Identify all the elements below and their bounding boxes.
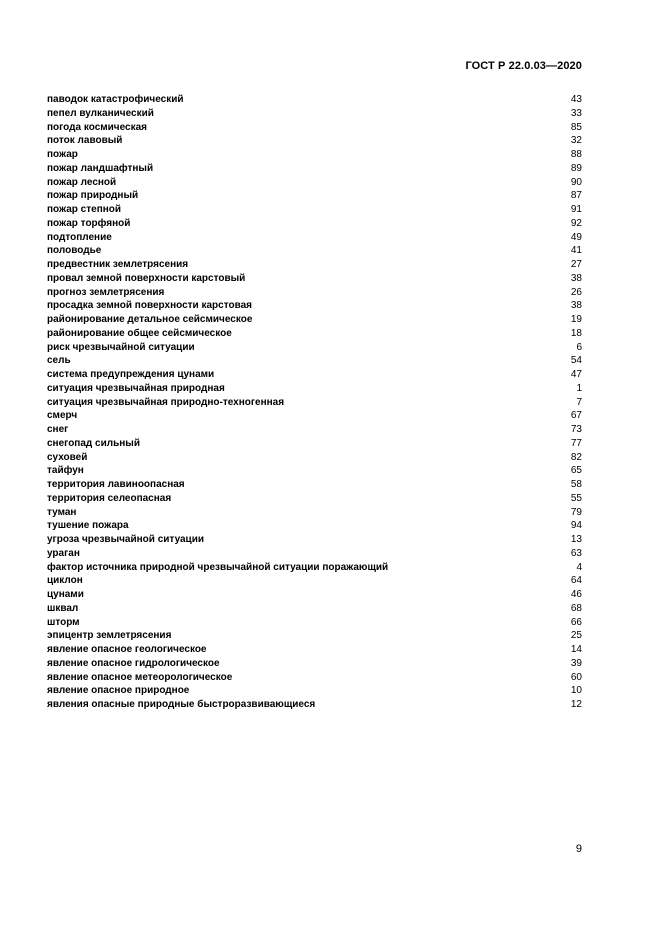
index-page-ref: 92 — [570, 217, 582, 229]
index-page-ref: 25 — [570, 630, 582, 642]
index-term: пожар природный — [47, 190, 139, 202]
index-term: пожар степной — [47, 204, 122, 215]
index-page-ref: 67 — [570, 410, 582, 422]
index-term: поток лавовый — [47, 135, 123, 147]
index-entry — [47, 368, 582, 382]
index-page-ref: 7 — [576, 396, 582, 408]
index-page-ref: 1 — [576, 382, 582, 394]
index-entry — [47, 643, 582, 657]
index-entry — [47, 464, 582, 478]
index-entry — [47, 451, 582, 465]
index-page-ref: 82 — [570, 451, 582, 463]
index-entry — [47, 148, 582, 162]
index-page-ref: 10 — [570, 685, 582, 697]
index-entry — [47, 492, 582, 506]
index-entry — [47, 657, 582, 671]
index-term: явление опасное гидрологическое — [47, 657, 220, 669]
index-term: тушение пожара — [47, 520, 129, 532]
index-entry — [47, 547, 582, 561]
index-entry — [47, 176, 582, 190]
index-term: просадка земной поверхности карстовая — [47, 300, 252, 312]
index-entry — [47, 616, 582, 630]
index-entry — [47, 478, 582, 492]
index-entry — [47, 231, 582, 245]
index-page-ref: 58 — [570, 479, 582, 490]
index-page-ref: 18 — [570, 327, 582, 339]
index-term: явление опасное природное — [47, 685, 190, 697]
index-entry — [47, 121, 582, 135]
index-page-ref: 12 — [570, 699, 582, 710]
index-term: система предупреждения цунами — [47, 369, 215, 380]
index-entry — [47, 396, 582, 410]
index-entry — [47, 203, 582, 217]
index-term: предвестник землетрясения — [47, 259, 189, 270]
index-term: подтопление — [47, 231, 112, 243]
index-term: половодье — [47, 245, 102, 257]
index-term: пожар ландшафтный — [47, 162, 154, 174]
index-page-ref: 6 — [576, 341, 582, 353]
document-header: ГОСТ Р 22.0.03—2020 — [465, 60, 582, 72]
index-term: эпицентр землетрясения — [47, 630, 172, 642]
index-term: ситуация чрезвычайная природно-техногенная — [47, 396, 285, 408]
index-term: тайфун — [47, 465, 84, 477]
index-entry — [47, 93, 582, 107]
index-entry — [47, 286, 582, 300]
index-page-ref: 38 — [570, 300, 582, 312]
index-term: пожар лесной — [47, 176, 117, 188]
index-term: явление опасное геологическое — [47, 644, 207, 655]
index-page-ref: 14 — [570, 644, 582, 655]
index-page-ref: 85 — [570, 121, 582, 133]
index-entry — [47, 409, 582, 423]
index-entry — [47, 341, 582, 355]
index-entry — [47, 602, 582, 616]
index-entry — [47, 506, 582, 520]
index-term: паводок катастрофический — [47, 94, 184, 105]
index-entry — [47, 684, 582, 698]
index-entry — [47, 107, 582, 121]
index-entry — [47, 258, 582, 272]
index-entry — [47, 354, 582, 368]
index-page-ref: 64 — [570, 575, 582, 587]
index-page-ref: 43 — [570, 94, 582, 105]
index-entry — [47, 561, 582, 575]
index-term: снегопад сильный — [47, 437, 140, 449]
index-term: пожар торфяной — [47, 217, 131, 229]
index-term: снег — [47, 424, 69, 435]
index-page-ref: 68 — [570, 602, 582, 614]
index-page-ref: 60 — [570, 671, 582, 683]
index-term: смерч — [47, 410, 78, 422]
index-entry — [47, 327, 582, 341]
index-page-ref: 87 — [570, 190, 582, 202]
index-page-ref: 94 — [570, 520, 582, 532]
index-term: территория лавиноопасная — [47, 479, 185, 490]
index-entry — [47, 217, 582, 231]
index-term: территория селеопасная — [47, 492, 172, 504]
index-entry — [47, 134, 582, 148]
index-term: пепел вулканический — [47, 107, 154, 119]
index-page-ref: 63 — [570, 547, 582, 559]
index-term: прогноз землетрясения — [47, 286, 165, 298]
index-term: циклон — [47, 575, 83, 587]
index-page-ref: 49 — [570, 231, 582, 243]
index-entry — [47, 629, 582, 643]
alphabetical-index — [47, 93, 582, 712]
index-term: погода космическая — [47, 121, 147, 133]
index-term: явление опасное метеорологическое — [47, 671, 233, 683]
index-page-ref: 66 — [570, 616, 582, 628]
index-entry — [47, 244, 582, 258]
index-term: суховей — [47, 451, 88, 463]
index-page-ref: 73 — [570, 424, 582, 435]
index-term: провал земной поверхности карстовый — [47, 272, 246, 284]
index-term: сель — [47, 355, 71, 367]
index-entry — [47, 671, 582, 685]
index-term: районирование общее сейсмическое — [47, 327, 232, 339]
index-entry — [47, 313, 582, 327]
index-entry — [47, 519, 582, 533]
index-term: пожар — [47, 149, 78, 160]
index-page-ref: 13 — [570, 534, 582, 545]
index-page-ref: 41 — [570, 245, 582, 257]
page-number: 9 — [575, 843, 582, 855]
index-entry — [47, 698, 582, 712]
index-page-ref: 79 — [570, 506, 582, 518]
index-page-ref: 90 — [570, 176, 582, 188]
index-page-ref: 46 — [570, 589, 582, 600]
index-page-ref: 19 — [570, 314, 582, 325]
index-page-ref: 4 — [576, 561, 582, 573]
index-page-ref: 77 — [570, 437, 582, 449]
index-page-ref: 47 — [570, 369, 582, 380]
index-page-ref: 32 — [570, 135, 582, 147]
index-term: шквал — [47, 602, 79, 614]
index-page-ref: 27 — [570, 259, 582, 270]
index-term: туман — [47, 506, 77, 518]
index-entry — [47, 574, 582, 588]
index-page-ref: 89 — [570, 162, 582, 174]
index-term: явления опасные природные быстроразвивающиеся — [47, 699, 316, 710]
index-entry — [47, 588, 582, 602]
index-entry — [47, 423, 582, 437]
index-term: районирование детальное сейсмическое — [47, 314, 253, 325]
index-page-ref: 33 — [570, 107, 582, 119]
index-entry — [47, 162, 582, 176]
index-page-ref: 88 — [570, 149, 582, 160]
index-term: угроза чрезвычайной ситуации — [47, 534, 205, 545]
index-entry — [47, 299, 582, 313]
index-term: фактор источника природной чрезвычайной ситуации поражающий — [47, 561, 389, 573]
index-page-ref: 55 — [570, 492, 582, 504]
index-page-ref: 65 — [570, 465, 582, 477]
index-page-ref: 38 — [570, 272, 582, 284]
index-term: риск чрезвычайной ситуации — [47, 341, 195, 353]
index-page-ref: 26 — [570, 286, 582, 298]
index-page-ref: 54 — [570, 355, 582, 367]
index-entry — [47, 382, 582, 396]
index-page-ref: 91 — [570, 204, 582, 215]
index-page-ref: 39 — [570, 657, 582, 669]
index-entry — [47, 189, 582, 203]
index-entry — [47, 533, 582, 547]
index-term: ситуация чрезвычайная природная — [47, 382, 225, 394]
index-term: шторм — [47, 616, 80, 628]
index-term: ураган — [47, 547, 80, 559]
index-entry — [47, 437, 582, 451]
index-entry — [47, 272, 582, 286]
index-term: цунами — [47, 589, 84, 600]
